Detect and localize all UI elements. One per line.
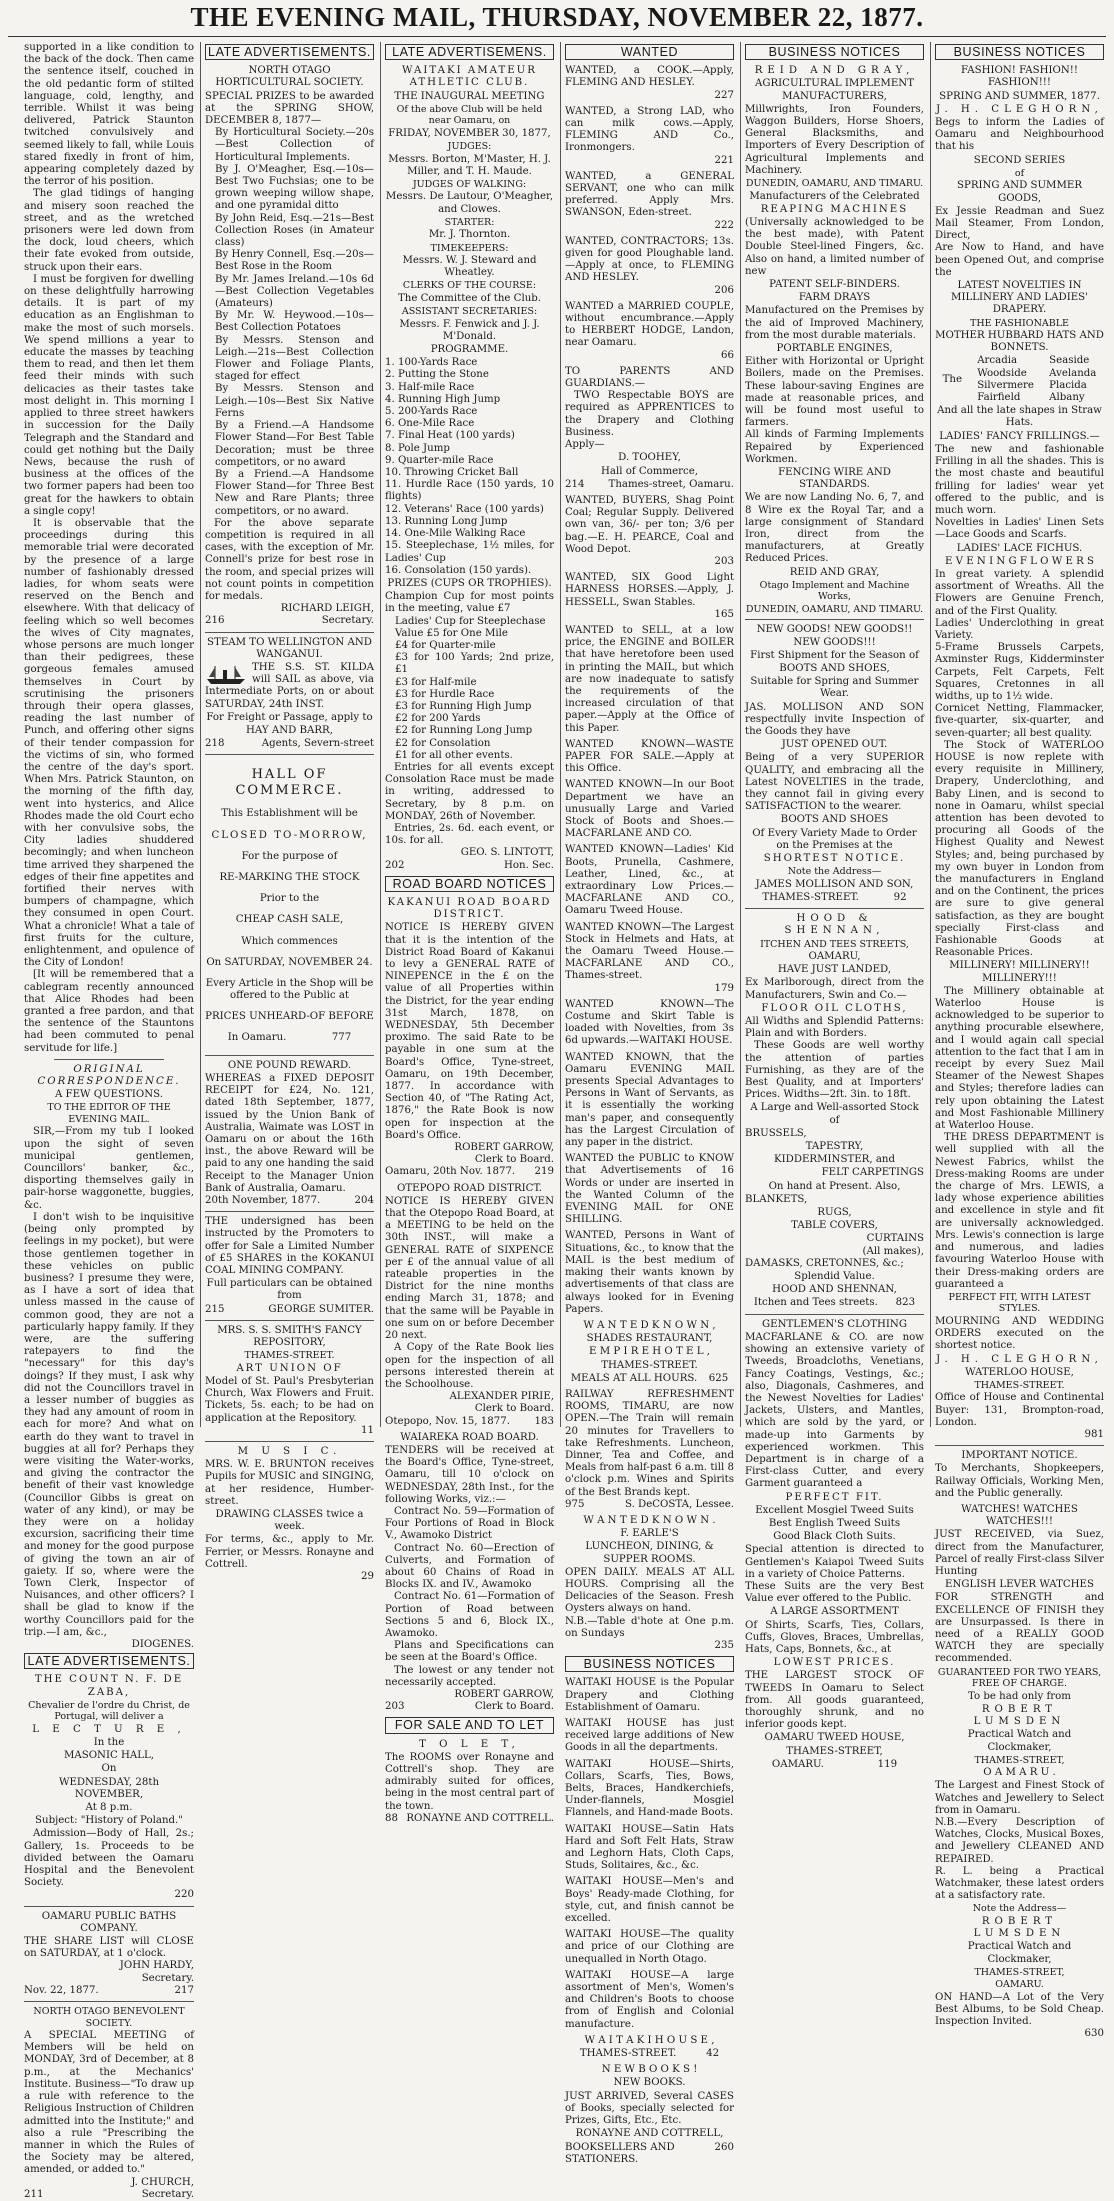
list-item: 9. Quarter-mile Race (385, 454, 494, 466)
reward-ad: ONE POUND REWARD. WHEREAS a FIXED DEPOSIT RECEIPT for £24, No. 121, dated 18th September, 1877, issued by the Union Bank of Australia, Waimate was LOST in Oamaru on or about the 16th inst., the above Reward will be paid to any one handing the said Receipt to the Manager Union Bank of Australia, Oamaru. 20th November, 1877. 204 (205, 1059, 374, 1207)
list-item: 11. Hurdle Race (150 yards, 10 flights) (385, 479, 554, 503)
masthead (0, 0, 1114, 40)
apprentices-ad: TO PARENTS AND GUARDIANS.— TWO Respectable BOYS are required as APPRENTICES to the Drapery and Clothing Business. Apply— D. TOOHEY, Hall of Commerce, 214 Thames-street, Oamaru. (565, 365, 734, 490)
waiareka-road-ad: WAIAREKA ROAD BOARD. TENDERS will be received at the Board's Office, Tyne-street, Oamaru, till 10 o'clock on WEDNESDAY, 28th Inst., for the following Works, viz.:— Contract No. 59—Formation of Four Portions of Road in Block V., Awamoko District Contract No. 60—Erection of Culverts, and Formation of about 60 Chains of Road in Blocks IX. and IV., Awamoko Contract No. 61—Formation of Portion of Road between Sections 5 and 6, Block IX., Awamoko. Plans and Specifications can be seen at the Board's Office. The lowest or any tender not necessarily accepted. ROBERT GARROW, 203 Clerk to Board. (385, 1431, 554, 1713)
list-item: £2 for 200 Yards (395, 713, 481, 725)
section-band: BUSINESS NOTICES (935, 44, 1104, 60)
list-item: 10. Throwing Cricket Ball (385, 467, 519, 479)
section-band: LATE ADVERTISEMENTS. (24, 1653, 194, 1669)
correspondence-title: A FEW QUESTIONS. (54, 1089, 164, 1101)
section-band: BUSINESS NOTICES (745, 44, 924, 60)
hall-of-commerce-ad: HALL OF COMMERCE. This Establishment will be CLOSED TO-MORROW, For the purpose of RE-MARKING THE STOCK Prior to the CHEAP CASH SALE, Which commences On SATURDAY, NOVEMBER 24. Every Article in the Shop will be offered to the Public at PRICES UNHEARD-OF BEFORE In Oamaru. 777 (205, 767, 374, 1043)
section-band: LATE ADVERTISEMENS. (385, 44, 554, 60)
correspondence-heading: ORIGINAL CORRESPONDENCE. (37, 1063, 181, 1088)
list-item: 1. 100-Yards Race (385, 357, 478, 369)
ad-title: STEAM TO WELLINGTON AND WANGANUI. (207, 636, 372, 660)
list-item: 12. Veterans' Race (100 yards) (385, 503, 544, 515)
list-item: 3. Half-mile Race (385, 381, 475, 393)
ad-title: NORTH OTAGO HORTICULTURAL SOCIETY. (215, 65, 364, 89)
list-item: 2. Putting the Stone (385, 369, 489, 381)
steam-ad: STEAM TO WELLINGTON AND WANGANUI. THE S.S. ST. KILDA will SAIL as above, via Intermediate Ports, on or about SATURDAY, 24th INST. For Freight or Passage, apply to HAY AND BARR, 218 Agents, Severn-street (205, 636, 374, 750)
ad-title: THE COUNT N. F. DE ZABA, (34, 1674, 184, 1698)
reid-and-gray-ad: REID AND GRAY, AGRICULTURAL IMPLEMENT MANUFACTURERS, Millwrights, Iron Founders, Waggon Builders, Horse Shoers, General Blacksmiths, and Importers of Every Description of Agricultural Implements and Machinery. DUNEDIN, OAMARU, AND TIMARU. Manufacturers of the Celebrated REAPING MACHINES (Universally acknowledged to be the best made), with Patent Double Steel-lined Fingers, &c. Also on hand, a limited number of new PATENT SELF-BINDERS. FARM DRAYS Manufactured on the Premises by the aid of Improved Machinery, from the most durable materials. PORTABLE ENGINES, Either with Horizontal or Upright Boilers, made on the Premises. These labour-saving Engines are made at reasonable prices, and will be found most useful to farmers. All kinds of Farming Implements Repaired by Experienced Workmen. FENCING WIRE AND STANDARDS. We are now Landing No. 6, 7, and 8 Wire ex the Royal Tar, and a large consignment of Standard Iron, direct from the manufacturers, at Greatly Reduced Prices. REID AND GRAY, Otago Implement and Machine Works, DUNEDIN, OAMARU, AND TIMARU. (745, 65, 924, 615)
list-item: £2 for Consolation (395, 737, 491, 749)
section-band: LATE ADVERTISEMENTS. (205, 44, 374, 60)
ad-title: WAITAKI AMATEUR ATHLETIC CLUB. (402, 65, 537, 89)
ad-code: 220 (174, 1889, 194, 1901)
article-text: supported in a like condition to the back of the dock. Then came the sentence itself, couched in the old pedantic form of stilted language, cold, lengthy, and terrible. Whilst it was being delivered, Patrick Staunton twitched convulsively and seemed likely to fall, while Louis stared fixedly in front of him, appearing completely dazed by the terror of his position. (24, 42, 194, 188)
ad-title: GENTLEMEN'S CLOTHING (762, 1318, 907, 1330)
list-item: Value £5 for One Mile (395, 627, 508, 639)
list-item: £4 for Quarter-mile (395, 639, 496, 651)
wanted-ad: WANTED KNOWN, that the Oamaru EVENING MAIL presents Special Advantages to Persons in Want of Servants, as it is essentially the working man's paper, and consequently has the Largest Circulation of any paper in the district. (565, 1051, 734, 1149)
luncheon-rooms-ad: W A N T E D K N O W N . F. EARLE'S LUNCHEON, DINING, & SUPPER ROOMS. OPEN DAILY. MEALS AT ALL HOURS. Comprising all the Delicacies of the Season. Fresh Oysters always on hand. N.B.—Table d'hote at One p.m. on Sundays 235 (565, 1514, 734, 1651)
waitaki-house-ad: WAITAKI HOUSE—A large assortment of Men's, Women's and Children's Boots to choose from of English and Colonial manufacture. (565, 1969, 734, 2030)
otepopo-road-ad: OTEPOPO ROAD DISTRICT. NOTICE IS HEREBY GIVEN that the Otepopo Road Board, at a MEETING to be held on the 30th INST., will make a GENERAL RATE of SIXPENCE per £ of the annual value of all rateable properties in the District for the nine months ending March 31, 1878; and that the same will be Payable in one sum on or before December 20 next. A Copy of the Rate Book lies open for the inspection of all persons interested therein at the Schoolhouse. ALEXANDER PIRIE, Clerk to Board. Otepopo, Nov. 15, 1877. 183 (385, 1182, 554, 1427)
list-item: £3 for Half-mile (395, 676, 477, 688)
watches-ad: WATCHES! WATCHES WATCHES!!! JUST RECEIVED, via Suez, direct from the Manufacturer, Parcel of really First-class Silver Hunting ENGLISH LEVER WATCHES FOR STRENGTH and EXCELLENCE OF FINISH they are Unsurpassed. Is there in need of a REALLY GOOD WATCH they are specially recommended. GUARANTEED FOR TWO YEARS, FREE OF CHARGE. To be had only from ROBERT LUMSDEN Practical Watch and Clockmaker, THAMES-STREET, O A M A R U . The Largest and Finest Stock of Watches and Jewellery to Select from in Oamaru. N.B.—Every Description of Watches, Clocks, Musical Boxes, and Jewellery CLEANED AND REPAIRED. R. L. being a Practical Watchmaker, these latest orders at a satisfactory rate. Note the Address— ROBERT LUMSDEN Practical Watch and Clockmaker, THAMES-STREET, OAMARU. ON HAND—A Lot of the Very Best Albums, to be Sold Cheap. Inspection Invited. 630 (935, 1504, 1104, 2040)
section-band: FOR SALE AND TO LET (385, 1717, 554, 1733)
athletic-club-ad: WAITAKI AMATEUR ATHLETIC CLUB. THE INAUGURAL MEETING Of the above Club will be held near Oamaru, on FRIDAY, NOVEMBER 30, 1877, JUDGES: Messrs. Borton, M'Master, H. J. Miller, and T. H. Maude. JUDGES OF WALKING: Messrs. De Lautour, O'Meagher, and Clowes. STARTER: Mr. J. Thornton. TIMEKEEPERS: Messrs. W. J. Steward and Wheatley. CLERKS OF THE COURSE: The Committee of the Club. ASSISTANT SECRETARIES: Messrs. F. Fenwick and J. J. M'Donald. PROGRAMME. 1. 100-Yards Race 2. Putting the Stone 3. Half-mile Race 4. Running High Jump 5. 200-Yards Race 6. One-Mile Race 7. Final Heat (100 yards) 8. Pole Jump 9. Quarter-mile Race 10. Throwing Cricket Ball 11. Hurdle Race (150 yards, 10 flights) 12. Veterans' Race (100 yards) 13. Running Long Jump 14. One-Mile Walking Race 15. Steeplechase, 1½ miles, for Ladies' Cup 16. Consolation (150 yards). PRIZES (CUPS OR TROPHIES). Champion Cup for most points in the meeting, value £7 Ladies' Cup for Steeplechase Value £5 for One Mile £4 for Quarter-mile £3 for 100 Yards; 2nd prize, £1 £3 for Half-mile £3 for Hurdle Race £3 for Running High Jump £2 for 200 Yards £2 for Running Long Jump £2 for Consolation £1 for all other events. Entries for all events except Consolation Race must be made in writing, addressed to Secretary, by 8 p.m. on MONDAY, 26th of November. Entries, 2s. 6d. each event, or 10s. for all. GEO. S. LINTOTT, 202 Hon. Sec. (385, 65, 554, 871)
wanted-ad: WANTED, a COOK.—Apply, FLEMING AND HESLEY. 227 (565, 65, 734, 101)
correspondence-signature: DIOGENES. (131, 1639, 194, 1650)
wanted-ad: WANTED the PUBLIC to KNOW that Advertisements of 16 Words or under are inserted in the Wanted Column of the EVENING MAIL for ONE SHILLING. (565, 1153, 734, 1226)
coal-shares-ad: THE undersigned has been instructed by the Promoters to offer for Sale a Limited Number of £5 SHARES in the KOKANUI COAL MINING COMPANY. Full particulars can be obtained from 215 GEORGE SUMITER. (205, 1216, 374, 1315)
list-item: 4. Running High Jump (385, 393, 501, 405)
prizes-list (385, 616, 554, 762)
ad-title: HALL OF COMMERCE. (235, 767, 344, 799)
mollison-boots-ad: NEW GOODS! NEW GOODS!! NEW GOODS!!! First Shipment for the Season of BOOTS AND SHOES, Suitable for Spring and Summer Wear. JAS. MOLLISON AND SON respectfully invite Inspection of the Goods they have JUST OPENED OUT. Being of a very SUPERIOR QUALITY, and embracing all the Latest NOVELTIES in the trade, they cannot fail in giving every SATISFACTION to the wearer. BOOTS AND SHOES Of Every Variety Made to Order on the Premises at the SHORTEST NOTICE. Note the Address— JAMES MOLLISON AND SON, THAMES-STREET. 92 (745, 624, 924, 903)
divider (54, 1059, 164, 1060)
waitaki-house-ad: WAITAKI HOUSE is the Popular Drapery and Clothing Establishment of Oamaru. (565, 1677, 734, 1713)
music-ad: M U S I C. MRS. W. E. BRUNTON receives Pupils for MUSIC and SINGING, at her residence, Humber-street. DRAWING CLASSES twice a week. For terms, &c., apply to Mr. Ferrier, or Messrs. Ronayne and Cottrell. 29 (205, 1446, 374, 1583)
ad-title: OAMARU PUBLIC BATHS COMPANY. (41, 1910, 177, 1934)
wanted-ad: WANTED KNOWN—WASTE PAPER FOR SALE.—Apply at this Office. (565, 738, 734, 775)
article-paragraph: It is observable that the proceedings during this memorable trial were decorated by the presence of a large number of fashionably dressed ladies, for whom seats were reserved on the Bench and elsewhere. With that delicacy of feeling which so well becomes the wives of City magnates, whose persons are much longer than their pedigrees, these gorgeous females amused themselves in Court by scrutinising the prisoners through their opera glasses, reading the last number of Punch, and offering other signs of their tender compassion for the victims of sin, who formed the centre of the day's sport. When Mrs. Patrick Staunton, on the morning of the fifth day, went into hysterics, and Alice Rhodes made the old Court echo with her convulsive sobs, the City ladies shuddered becomingly; and when luncheon time arrived they sharpened the edges of their fine appetites and fortified their nerves with bumpers of champagne, which they consumed in open Court. What a chronicle! What a tale of first fruits for the culture, enlightenment, and opulence of the City of London! (24, 517, 194, 969)
ad-title: OTEPOPO ROAD DISTRICT. (396, 1182, 542, 1194)
wanted-ad: WANTED a MARRIED COUPLE, without encumbrance.—Apply to HERBERT HODGE, Landon, near Oamaru. 66 (565, 300, 734, 361)
list-item: Ladies' Cup for Steeplechase (395, 615, 546, 627)
waitaki-house-ad: WAITAKI HOUSE has just received large additions of New Goods in all the departments. (565, 1718, 734, 1754)
list-item: 5. 200-Yards Race (385, 406, 478, 418)
refreshment-rooms-ad: RAILWAY REFRESHMENT ROOMS, TIMARU, are now OPEN.—The Train will remain 20 minutes for Travellers to take Refreshments. Luncheon, Dinner, Tea and Coffee, and Meals from half-past 6 a.m. till 8 o'clock p.m. Wines and Spirits of the Best Brands kept. 975 S. DeCOSTA, Lessee. (565, 1388, 734, 1510)
list-item: 14. One-Mile Walking Race (385, 528, 526, 540)
section-band: ROAD BOARD NOTICES (385, 876, 554, 892)
lecture-ad: THE COUNT N. F. DE ZABA, Chevalier de l'ordre du Christ, de Portugal, will deliver a L E C T U R E , In the MASONIC HALL, On WEDNESDAY, 28th NOVEMBER, At 8 p.m. Subject: "History of Poland." Admission—Body of Hall, 2s.; Gallery, 1s. Proceeds to be divided between the Oamaru Hospital and the Benevolent Society. 220 (24, 1674, 194, 1901)
ad-title: NEW GOODS! NEW GOODS!! NEW GOODS!!! (756, 624, 913, 648)
important-notice-ad: IMPORTANT NOTICE. To Merchants, Shopkeepers, Railway Officials, Working Men, and the Public generally. (935, 1450, 1104, 1499)
list-item: £3 for 100 Yards; 2nd prize, £1 (395, 652, 554, 676)
list-item: £3 for Hurdle Race (395, 688, 495, 700)
list-item: 15. Steeplechase, 1½ miles, for Ladies' Cup (385, 540, 554, 564)
ad-title: T O L E T, (419, 1738, 520, 1750)
wanted-ad: WANTED, BUYERS, Shag Point Coal; Regular Supply. Delivered own van, 36/- per ton; 3/6 per bag.—E. H. PEARCE, Coal and Wood Depot. 203 (565, 494, 734, 567)
column-1 (20, 42, 198, 2200)
new-books-ad: N E W B O O K S ! NEW BOOKS. JUST ARRIVED, Several CASES of Books, specially selected for Prizes, Gifts, Etc., Etc. RONAYNE AND COTTRELL, BOOKSELLERS AND STATIONERS. 260 (565, 2064, 734, 2165)
wanted-ad: WANTED, a Strong LAD, who can milk cows.—Apply, FLEMING AND Co., Ironmongers. 221 (565, 105, 734, 166)
list-item: By John Reid, Esq.—21s—Best Collection Roses (in Amateur class) (215, 212, 374, 249)
waitaki-house-ad: WAITAKI HOUSE—Men's and Boys' Ready-made Clothing, for style, cut, and finish cannot be excelled. (565, 1876, 734, 1925)
column-2 (200, 42, 378, 1583)
ad-title: WAIAREKA ROAD BOARD. (400, 1431, 539, 1443)
fancy-repository-ad: MRS. S. S. SMITH'S FANCY REPOSITORY, THAMES-STREET. ART UNION OF Model of St. Paul's Presbyterian Church, Wax Flowers and Fruit. Tickets, 5s. each; to be had on application at the Repository. 11 (205, 1324, 374, 1436)
ad-title: MRS. S. S. SMITH'S FANCY REPOSITORY, (217, 1324, 362, 1349)
column-6 (930, 42, 1108, 2040)
wanted-ad: WANTED KNOWN—In our Boot Department we have an unusually Large and Varied Stock of Boots and Shoes.—MACFARLANE AND CO. (565, 779, 734, 840)
restaurant-ad: W A N T E D K N O W N , SHADES RESTAURANT, E M P I R E H O T E L , THAMES-STREET. MEALS AT ALL HOURS. 625 (570, 1319, 729, 1384)
wanted-ad: WANTED, CONTRACTORS; 13s. given for good Ploughable land.—Apply at once, to FLEMING AND HESLEY. 206 (565, 235, 734, 296)
wanted-ad: WANTED, SIX Good Light HARNESS HORSES.—Apply, J. HESSELL, Swan Stables. 165 (565, 572, 734, 620)
ad-title: FASHION! FASHION!! FASHION!!! (961, 65, 1078, 89)
list-item: 16. Consolation (150 yards). (385, 564, 532, 576)
article-paragraph: The glad tidings of hanging and misery soon reached the street, and as the wretched prisoners were led down from the dock, loud cheers, which their fate evoked from outside, struck upon their ears. (24, 188, 194, 273)
waitaki-house-ad: WAITAKI HOUSE—Satin Hats Hard and Soft Felt Hats, Straw and Leghorn Hats, Cloth Caps, Studs, Solitaires, &c., &c. (565, 1823, 734, 1872)
ad-title: HOOD & SHENNAN, (784, 913, 885, 937)
list-item: £2 for Running Long Jump (395, 725, 533, 737)
list-item: By Mr. W. Heywood.—10s—Best Collection Potatoes (215, 310, 374, 334)
section-band: WANTED (565, 44, 734, 60)
ad-title: REID AND GRAY, (754, 65, 915, 77)
hood-and-shennan-ad: HOOD & SHENNAN, ITCHEN AND TEES STREETS, OAMARU, HAVE JUST LANDED, Ex Marlborough, direct from the Manufacturers, Swin and Co.— FLOOR OIL CLOTHS, All Widths and Splendid Patterns: Plain and with Borders. These Goods are well worthy the attention of parties Furnishing, as they are of the Best Quality, and at Importers' Prices. Widths—2ft. 3in. to 18ft. A Large and Well-assorted Stock of BRUSSELS, TAPESTRY, KIDDERMINSTER, and FELT CARPETINGS On hand at Present. Also, BLANKETS, RUGS, TABLE COVERS, CURTAINS (All makes), DAMASKS, CRETONNES, &c.; Splendid Value. HOOD AND SHENNAN, Itchen and Tees streets. 823 (745, 913, 924, 1309)
ad-title: ONE POUND REWARD. (227, 1059, 352, 1071)
programme-list (385, 357, 554, 577)
wanted-ad: WANTED, Persons in Want of Situations, &c., to know that the MAIL is the best medium of making their wants known by advertisements of that class are always looked for in Evening Papers. (565, 1230, 734, 1315)
list-item: By a Friend.—A Handsome Flower Stand—for Three Best New and Rare Plants; three competitors, or no award. (215, 468, 374, 517)
ad-title: M U S I C. (237, 1446, 342, 1457)
hat-styles: The Arcadia Woodside Silvermere Fairfield Seaside Avelanda Placida Albany (942, 355, 1097, 404)
kakanui-road-board-ad: KAKANUI ROAD BOARD DISTRICT. NOTICE IS HEREBY GIVEN that it is the intention of the District Road Board of Kakanui to levy a GENERAL RATE of NINEPENCE in the £ on the value of all Properties within the District, for the year ending 31st March, 1878, on WEDNESDAY, 5th December proximo. The said Rate to be payable in one sum at the Board's Office, Tyne-street, Oamaru, on 19th December, 1877. In accordance with Section 40, of "The Rating Act, 1876," the Rate Book is now open for inspection at the Board's Office. ROBERT GARROW, Clerk to Board. Oamaru, 20th Nov. 1877. 219 (385, 896, 554, 1178)
list-item: 7. Final Heat (100 yards) (385, 430, 515, 442)
wanted-ad: WANTED KNOWN—Ladies' Kid Boots, Prunella, Cashmere, Leather, Lined, &c., at extraordinary Low Prices.—MACFARLANE AND CO., Oamaru Tweed House. (565, 844, 734, 917)
baths-ad: OAMARU PUBLIC BATHS COMPANY. THE SHARE LIST will CLOSE on SATURDAY, at 1 o'clock. JOHN HARDY, Secretary. Nov. 22, 1877. 217 (24, 1910, 194, 1996)
list-item: By a Friend.—A Handsome Flower Stand—For Best Table Decoration; must be three competitors, or no award (215, 420, 374, 468)
list-item: £3 for Running High Jump (395, 700, 532, 712)
to-let-ad: T O L E T, The ROOMS over Ronayne and Cottrell's shop. They are admirably suited for offices, being in the most central part of the town. 88 RONAYNE AND COTTRELL. (385, 1738, 554, 1824)
list-item: 8. Pole Jump (385, 442, 450, 454)
correspondence-body: I don't wish to be inquisitive (being only prompted by feelings in my pocket), but were those gentlemen together in these vehicles on public business? I presume they were, as I have a sort of idea that unless massed in the cause of common good, they are not a particularly happy family. If they were, are the suffering ratepayers to find the "necessary" for this day's doings? If they must, I ask why did not the Councillors travel in a lesser number of buggies as they had any amount of room in each for more? And what on earth do they want to travel in buggies at all for? Perhaps they were visiting the Water-works, and giving the contractor the benefit of their vast knowledge (Councillor Gibbs is great on water of any kind), or may be they were on a holiday excursion, sacrificing their time and money for the good purpose of giving the town an air of gaiety. If so, where were the Town Clerk, Inspector of Nuisances, and other officers? I shall be glad to know if the worthy Councillors paid for the trip.—I am, &c., (24, 1211, 194, 1638)
newspaper-title: THE EVENING MAIL, THURSDAY, NOVEMBER 22, 1877. (190, 2, 924, 32)
ad-title: NORTH OTAGO BENEVOLENT SOCIETY. (33, 2006, 185, 2029)
waitaki-house-ad: WAITAKI HOUSE—The quality and price of our Clothing are unequalled in North Otago. (565, 1929, 734, 1965)
fashion-ad: FASHION! FASHION!! FASHION!!! SPRING AND SUMMER, 1877. J. H. CLEGHORN, Begs to inform the Ladies of Oamaru and Neighbourhood that his SECOND SERIES of SPRING AND SUMMER GOODS, Ex Jessie Readman and Suez Mail Steamer, From London, Direct, Are Now to Hand, and have been Opened Out, and comprise the LATEST NOVELTIES IN MILLINERY AND LADIES' DRAPERY. THE FASHIONABLE MOTHER HUBBARD HATS AND BONNETS. The Arcadia Woodside Silvermere Fairfield Seaside Avelanda Placida Albany And all the late shapes in Straw Hats. LADIES' FANCY FRILLINGS.— The new and fashionable Frilling in all the shades. This is the most chaste and beautiful frilling for ladies' wear yet offered to the public, and is much worn. Novelties in Ladies' Linen Sets—Lace Goods and Scarfs. LADIES' LACE FICHUS. E V E N I N G F L O W E R S In great variety. A splendid assortment of Wreaths. All the Flowers are Genuine French, and of the First Quality. Ladies' Underclothing in great Variety. 5-Frame Brussels Carpets, Axminster Rugs, Kidderminster Carpets, Felt Carpets, Felt Squares, Cretonnes in all widths, up to 1½ wide. Cornicet Netting, Flammacker, five-quarter, six-quarter, and seven-quarter; all best quality. The Stock of WATERLOO HOUSE is now replete with every requisite in Millinery, Drapery, Underclothing, and Baby Linen, and is second to none in Oamaru, whilst special attention has been devoted to procuring all Goods of the Highest Quality and Newest Styles; and, being purchased by my own buyer in London from the manufacturers in England and on the Continent, the prices are sure to give general satisfaction, as they are bought specially First-class and Fashionable Goods at Reasonable Prices. MILLINERY! MILLINERY!! MILLINERY!!! The Millinery obtainable at Waterloo House is acknowledged to be superior to anything procurable elsewhere, and I would again call special attention to the fact that I am in receipt by every Suez Mail Steamer of the Newest Shapes and Styles; therefore ladies can rely upon obtaining the Latest and Most Fashionable Millinery at Waterloo House. THE DRESS DEPARTMENT is well supplied with all the Newest Fabrics, whilst the Dress-making Rooms are under the charge of Mrs. LEWIS, a lady whose experience abilities and excellence in style and fit are universally acknowledged. Mrs. Lewis's connection is large and numerous, and ladies favouring Waterloo House with their Dress-making orders are guaranteed a PERFECT FIT, WITH LATEST STYLES. MOURNING AND WEDDING ORDERS executed on the shortest notice. J. H. CLEGHORN, WATERLOO HOUSE, THAMES-STREET. Office of House and Continental Buyer: 131, Brompton-road, London. 981 (935, 65, 1104, 1441)
waitaki-house-ad: WAITAKI HOUSE—Shirts, Collars, Scarfs, Ties, Bows, Belts, Braces, Handkerchiefs, Under-flannels, Mosgiel Flannels, and Hand-made Boots. (565, 1758, 734, 1819)
column-3 (380, 42, 558, 1824)
list-item: By Messrs. Stenson and Leigh.—10s—Best Six Native Ferns (215, 383, 374, 419)
correspondence-body: SIR,—From my tub I looked upon the sight of seven municipal gentlemen, Councillors' banker, &c., disporting themselves gaily in pair-horse waggonette, buggies, &c. (24, 1126, 194, 1211)
correspondence-to: TO THE EDITOR OF THE EVENING MAIL. (47, 1102, 171, 1125)
column-5 (740, 42, 928, 1770)
benevolent-ad: NORTH OTAGO BENEVOLENT SOCIETY. A SPECIAL MEETING of Members will be held on MONDAY, 3rd of December, at 8 p.m., at the Mechanics' Institute. Business—"To draw up a rule with reference to the Religious Instruction of Children admitted into the Institute;" and also a rule "Prescribing the manner in which the Rules of the Society may be altered, amended, or added to." J. CHURCH, 211 Secretary. (24, 2006, 194, 2200)
list-item: By Henry Connell, Esq.—20s—Best Rose in the Room (215, 249, 374, 273)
prize-list (205, 127, 374, 518)
list-item: 6. One-Mile Race (385, 418, 475, 430)
waitaki-house-ad: W A I T A K I H O U S E , THAMES-STREET. 42 (579, 2034, 720, 2060)
article-paragraph: I must be forgiven for dwelling on these delightfully harrowing details. It is part of my education as an Englishman to make the most of such morsels. We spend millions a year to educate the masses by teaching them to read, and then let them feed their minds with such delicacies as their tastes take most delight in. This morning I applied to three street hawkers in succession for the Daily Telegraph and the Standard and could get nothing but the Daily News, because the rush of business at the offices of the two former papers had been too great for the hawkers to obtain a single copy! (24, 273, 194, 517)
list-item: £1 for all other events. (395, 749, 513, 761)
article-paragraph: [It will be remembered that a cablegram recently announced that Alice Rhodes had been granted a free pardon, and that the sentence of the Stauntons had been commuted to penal servitude for life.] (24, 969, 194, 1054)
list-item: By Mr. James Ireland.—10s 6d—Best Collection Vegetables (Amateurs) (215, 273, 374, 310)
steamship-icon (205, 664, 247, 686)
horticultural-ad: NORTH OTAGO HORTICULTURAL SOCIETY. SPECIAL PRIZES to be awarded at the SPRING SHOW, DECEMBER 8, 1877— By Horticultural Society.—20s—Best Collection of Horticultural Implements. By J. O'Meagher, Esq.—10s—Best Two Fuchsias; one to be grown weeping willow shape, and one pyramidal ditto By John Reid, Esq.—21s—Best Collection Roses (in Amateur class) By Henry Connell, Esq.—20s—Best Rose in the Room By Mr. James Ireland.—10s 6d—Best Collection Vegetables (Amateurs) By Mr. W. Heywood.—10s—Best Collection Potatoes By Messrs. Stenson and Leigh.—21s—Best Collection Flower and Foliage Plants, staged for effect By Messrs. Stenson and Leigh.—10s—Best Six Native Ferns By a Friend.—A Handsome Flower Stand—For Best Table Decoration; must be three competitors, or no award By a Friend.—A Handsome Flower Stand—for Three Best New and Rare Plants; three competitors, or no award. For the above separate competition is required in all cases, with the exception of Mr. Connell's prize for best rose in the room, and special prizes will not count points in competition for medals. RICHARD LEIGH, 216 Secretary. (205, 65, 374, 627)
wanted-ad: WANTED, a GENERAL SERVANT, one who can milk preferred. Apply Mrs. SWANSON, Eden-street. 222 (565, 170, 734, 231)
ad-title: WATCHES! WATCHES WATCHES!!! (961, 1504, 1078, 1528)
masthead-rule (8, 36, 1106, 37)
column-4 (560, 42, 738, 2165)
list-item: 13. Running Long Jump (385, 515, 508, 527)
ad-title: KAKANUI ROAD BOARD DISTRICT. (387, 896, 552, 921)
wanted-ad: WANTED to SELL, at a low price, the ENGINE and BOILER that have heretofore been used in printing the MAIL, but which are now inadequate to satisfy the requirements of the increased circulation of that paper.—Apply at the Office of this Paper. (565, 624, 734, 734)
wanted-ad: WANTED KNOWN—The Costume and Skirt Table is loaded with Novelties, from 3s 6d upwards.—WAITAKI HOUSE. (565, 998, 734, 1047)
wanted-ad: WANTED KNOWN—The Largest Stock in Helmets and Hats, at the Oamaru Tweed House.—MACFARLANE AND CO., Thames-street. 179 (565, 921, 734, 994)
list-item: By J. O'Meagher, Esq.—10s—Best Two Fuchsias; one to be grown weeping willow shape, and one pyramidal ditto (215, 163, 374, 212)
gentlemens-clothing-ad: GENTLEMEN'S CLOTHING MACFARLANE & CO. are now showing an extensive variety of Tweeds, Broadcloths, Venetians, Fancy Coatings, Vestings, &c.; also, Diagonals, Cashmeres, and the Newest Novelties for Ladies' Jackets, Ulsters, and Mantles, which are sold by the yard, or made-up into Garments by experienced workmen. This Department is in charge of a First-class Cutter, and every Garment guaranteed a PERFECT FIT. Excellent Mosgiel Tweed Suits Best English Tweed Suits Good Black Cloth Suits. Special attention is directed to Gentlemen's Kaiapoi Tweed Suits in a variety of Choice Patterns. These Suits are the very Best Value ever offered to the Public. A LARGE ASSORTMENT Of Shirts, Scarfs, Ties, Collars, Cuffs, Gloves, Braces, Umbrellas, Hats, Caps, Bonnets, &c., at LOWEST PRICES. THE LARGEST STOCK OF TWEEDS In Oamaru to Select from. All goods guaranteed, thoroughly shrunk, and no inferior goods kept. OAMARU TWEED HOUSE, THAMES-STREET, OAMARU. 119 (745, 1318, 924, 1770)
section-band: BUSINESS NOTICES (565, 1656, 734, 1672)
list-item: By Messrs. Stenson and Leigh.—21s—Best Collection Flower and Foliage Plants, staged for effect (215, 334, 374, 383)
list-item: By Horticultural Society.—20s—Best Collection of Horticultural Implements. (215, 127, 374, 163)
